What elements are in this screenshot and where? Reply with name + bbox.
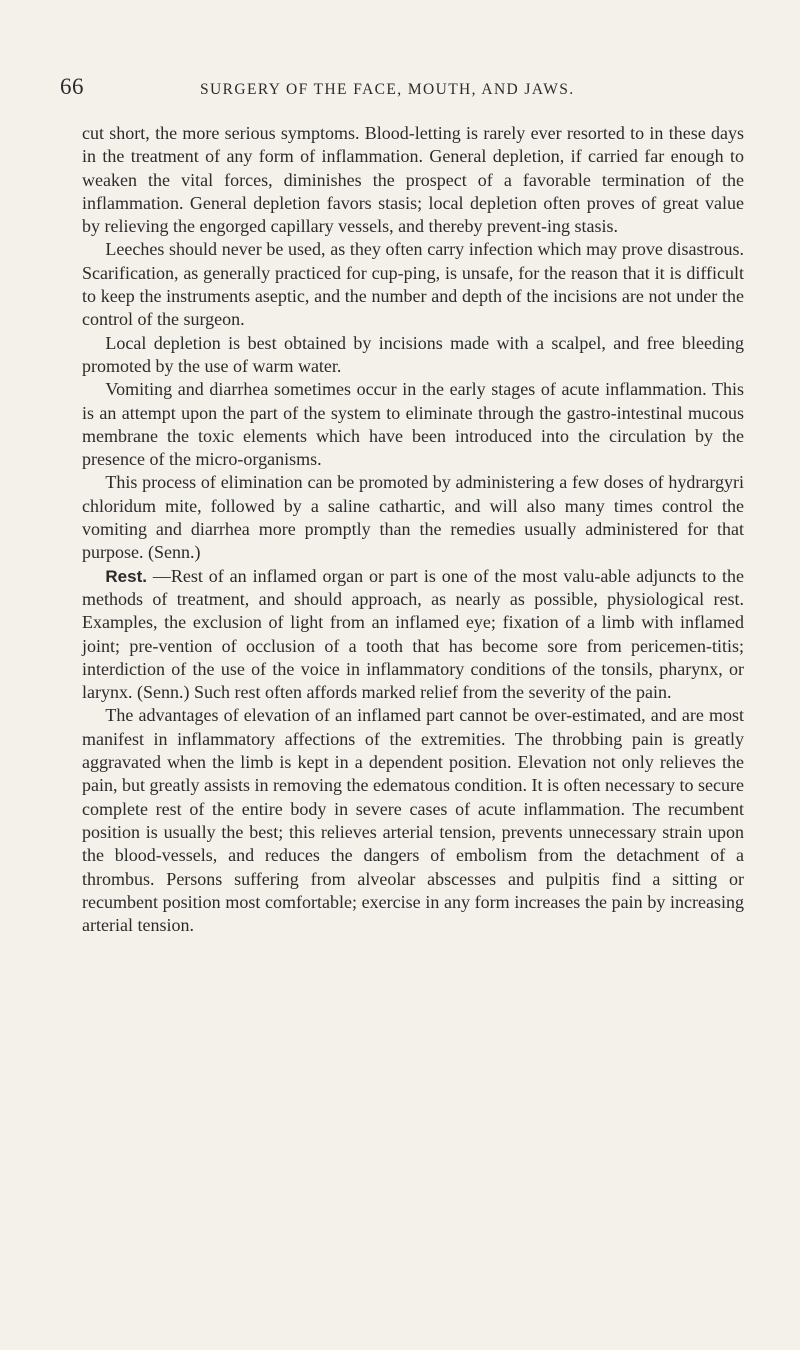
paragraph-elimination: This process of elimination can be promoted by administering a few doses of hydrargyri chloridum mite, followed by a saline cathartic, and will also many times control the vomiting and diarrhea more promptly than the remedies usually administered for that purpose. (Senn.): [82, 472, 744, 563]
paragraph-vomiting: Vomiting and diarrhea sometimes occur in the early stages of acute inflammation. This is an attempt upon the part of the system to eliminate through the gastro-intestinal mucous membrane the toxic elements which have been introduced into the circulation by the presence of the micro-organisms.: [82, 379, 744, 470]
paragraph-local-depletion: Local depletion is best obtained by incisions made with a scalpel, and free bleeding promoted by the use of warm water.: [82, 332, 744, 376]
section-heading-rest: Rest.: [105, 566, 147, 586]
page-number: 66: [60, 74, 84, 99]
paragraph-continuation: cut short, the more serious symptoms. Blood-letting is rarely ever resorted to in these days in the treatment of any form of inflammation. General depletion, if carried far enough to weaken the vital forces, diminishes the prospect of a favorable termination of the inflammation. General depletion favors stasis; local depletion often proves of great value by relieving the engorged capillary vessels, and thereby prevent-ing stasis.: [82, 123, 744, 237]
paragraph-rest: [82, 565, 744, 705]
paragraph-elevation: The advantages of elevation of an inflamed part cannot be over-estimated, and are most manifest in inflammatory affections of the extremities. The throbbing pain is greatly aggravated when the limb is kept in a dependent position. Elevation not only relieves the pain, but greatly assists in removing the edematous condition. It is often necessary to secure complete rest of the entire body in severe cases of acute inflammation. The recumbent position is usually the best; this relieves arterial tension, prevents unnecessary strain upon the blood-vessels, and reduces the dangers of embolism from the detachment of a thrombus. Persons suffering from alveolar abscesses and pulpitis find a sitting or recumbent position most comfortable; exercise in any form increases the pain by increasing arterial tension.: [82, 705, 744, 936]
rest-text: —Rest of an inflamed organ or part is one of the most valu-able adjuncts to the methods of treatment, and should approach, as nearly as possible, physiological rest. Examples, the exclusion of light from an inflamed eye; fixation of a limb with inflamed joint; pre-vention of occlusion of a tooth that has become sore from pericemen-titis; interdiction of the use of the voice in inflammatory conditions of the tonsils, pharynx, or larynx. (Senn.) Such rest often affords marked relief from the severity of the pain.: [82, 565, 744, 703]
paragraph-leeches: Leeches should never be used, as they often carry infection which may prove disastrous. Scarification, as generally practiced for cup-ping, is unsafe, for the reason that it is difficult to keep the instruments aseptic, and the number and depth of the incisions are not under the control of the surgeon.: [82, 239, 744, 330]
body-text: [82, 122, 744, 937]
running-head: SURGERY OF THE FACE, MOUTH, AND JAWS.: [200, 81, 575, 98]
page-header: [60, 74, 760, 104]
